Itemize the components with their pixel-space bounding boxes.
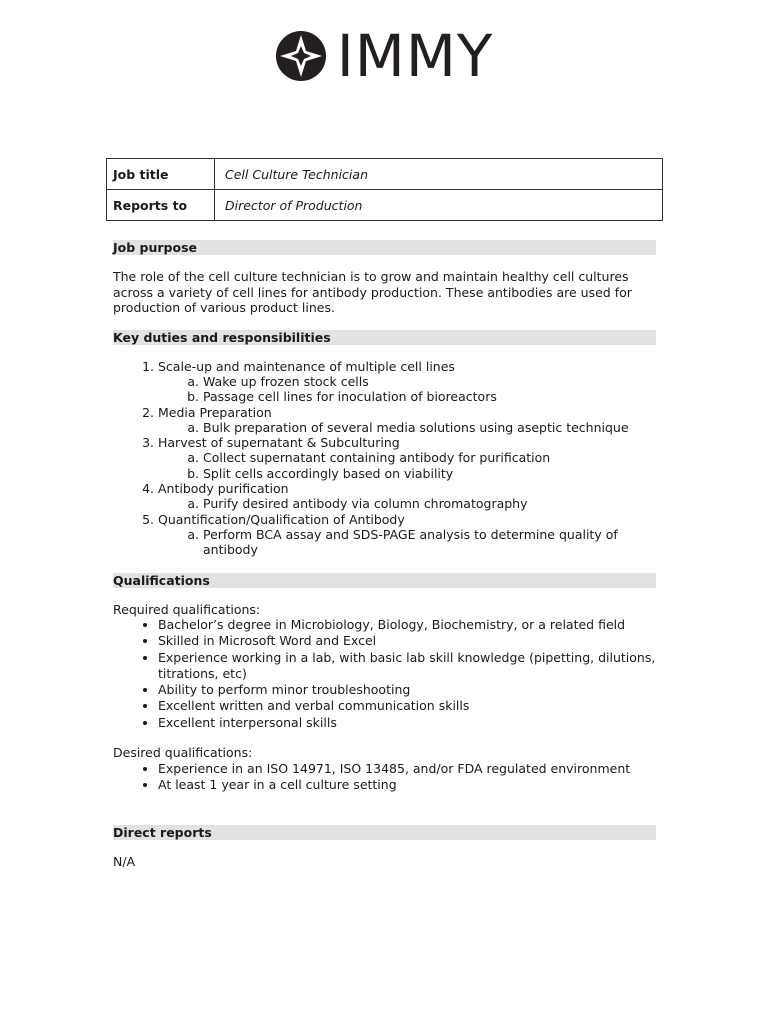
- brand-name: IMMY: [336, 22, 494, 90]
- direct-reports-text: N/A: [113, 854, 136, 870]
- required-qualifications-list: [113, 617, 656, 731]
- qualification-item: • Skilled in Microsoft Word and Excel: [158, 633, 656, 649]
- desired-qualifications-label: Desired qualifications:: [113, 745, 253, 761]
- duty-sub-item: a. Wake up frozen stock cells: [203, 374, 656, 390]
- duty-sub-item: a. Bulk preparation of several media solutions using aseptic technique: [203, 420, 656, 436]
- qualification-item: • Experience working in a lab, with basic lab skill knowledge (pipetting, dilutions, titrations, etc): [158, 650, 656, 683]
- qualification-item: • Ability to perform minor troubleshooting: [158, 682, 656, 698]
- immy-logo-icon: [275, 30, 327, 82]
- duty-sub-item: a. Collect supernatant containing antibody for purification: [203, 450, 656, 466]
- direct-reports-heading: Direct reports: [113, 825, 656, 840]
- job-info-table: [106, 158, 663, 221]
- duty-item: [158, 359, 656, 405]
- reports-to-value: Director of Production: [215, 190, 663, 221]
- qualification-item: • Excellent written and verbal communication skills: [158, 698, 656, 714]
- duty-label: Harvest of supernatant & Subculturing: [158, 435, 400, 450]
- duty-sub-item: b. Split cells accordingly based on viability: [203, 466, 656, 482]
- desired-qualifications-list: [113, 761, 656, 794]
- job-title-row: [107, 159, 663, 190]
- duty-sub-list: [158, 496, 656, 512]
- duties-list: [113, 359, 656, 558]
- logo: [0, 22, 768, 90]
- required-qualifications-label: Required qualifications:: [113, 601, 261, 617]
- duties-heading: Key duties and responsibilities: [113, 330, 656, 345]
- qualification-item: • Experience in an ISO 14971, ISO 13485, and/or FDA regulated environment: [158, 761, 656, 777]
- job-title-value: Cell Culture Technician: [215, 159, 663, 190]
- duty-sub-item: a. Purify desired antibody via column chromatography: [203, 496, 656, 512]
- duty-label: Scale-up and maintenance of multiple cell lines: [158, 358, 455, 374]
- reports-to-label: Reports to: [107, 190, 215, 221]
- qualifications-heading: Qualifications: [113, 573, 656, 588]
- duty-sub-list: [158, 420, 656, 436]
- duty-sub-list: [158, 527, 656, 558]
- qualification-item: • At least 1 year in a cell culture setting: [158, 777, 656, 793]
- job-purpose-text: The role of the cell culture technician is to grow and maintain healthy cell cultures across a variety of cell lines for antibody production. These antibodies are used for production of various product lines.: [113, 269, 632, 315]
- duty-item: [158, 405, 656, 436]
- duty-sub-list: [158, 450, 656, 481]
- job-purpose-heading: Job purpose: [113, 240, 656, 255]
- qualification-item: • Bachelor’s degree in Microbiology, Biology, Biochemistry, or a related field: [158, 617, 656, 633]
- qualification-item: • Excellent interpersonal skills: [158, 715, 656, 731]
- duty-item: [158, 481, 656, 512]
- document-body: [113, 240, 656, 870]
- duty-sub-item: b. Passage cell lines for inoculation of bioreactors: [203, 389, 656, 405]
- duty-item: [158, 512, 656, 558]
- duty-item: [158, 435, 656, 481]
- reports-to-row: [107, 190, 663, 221]
- duty-sub-list: [158, 374, 656, 405]
- job-title-label: Job title: [107, 159, 215, 190]
- duty-label: Media Preparation: [158, 404, 272, 420]
- duty-label: Antibody purification: [158, 481, 289, 496]
- duty-label: Quantification/Qualification of Antibody: [158, 511, 405, 527]
- duty-sub-item: a. Perform BCA assay and SDS-PAGE analysis to determine quality of antibody: [203, 527, 656, 558]
